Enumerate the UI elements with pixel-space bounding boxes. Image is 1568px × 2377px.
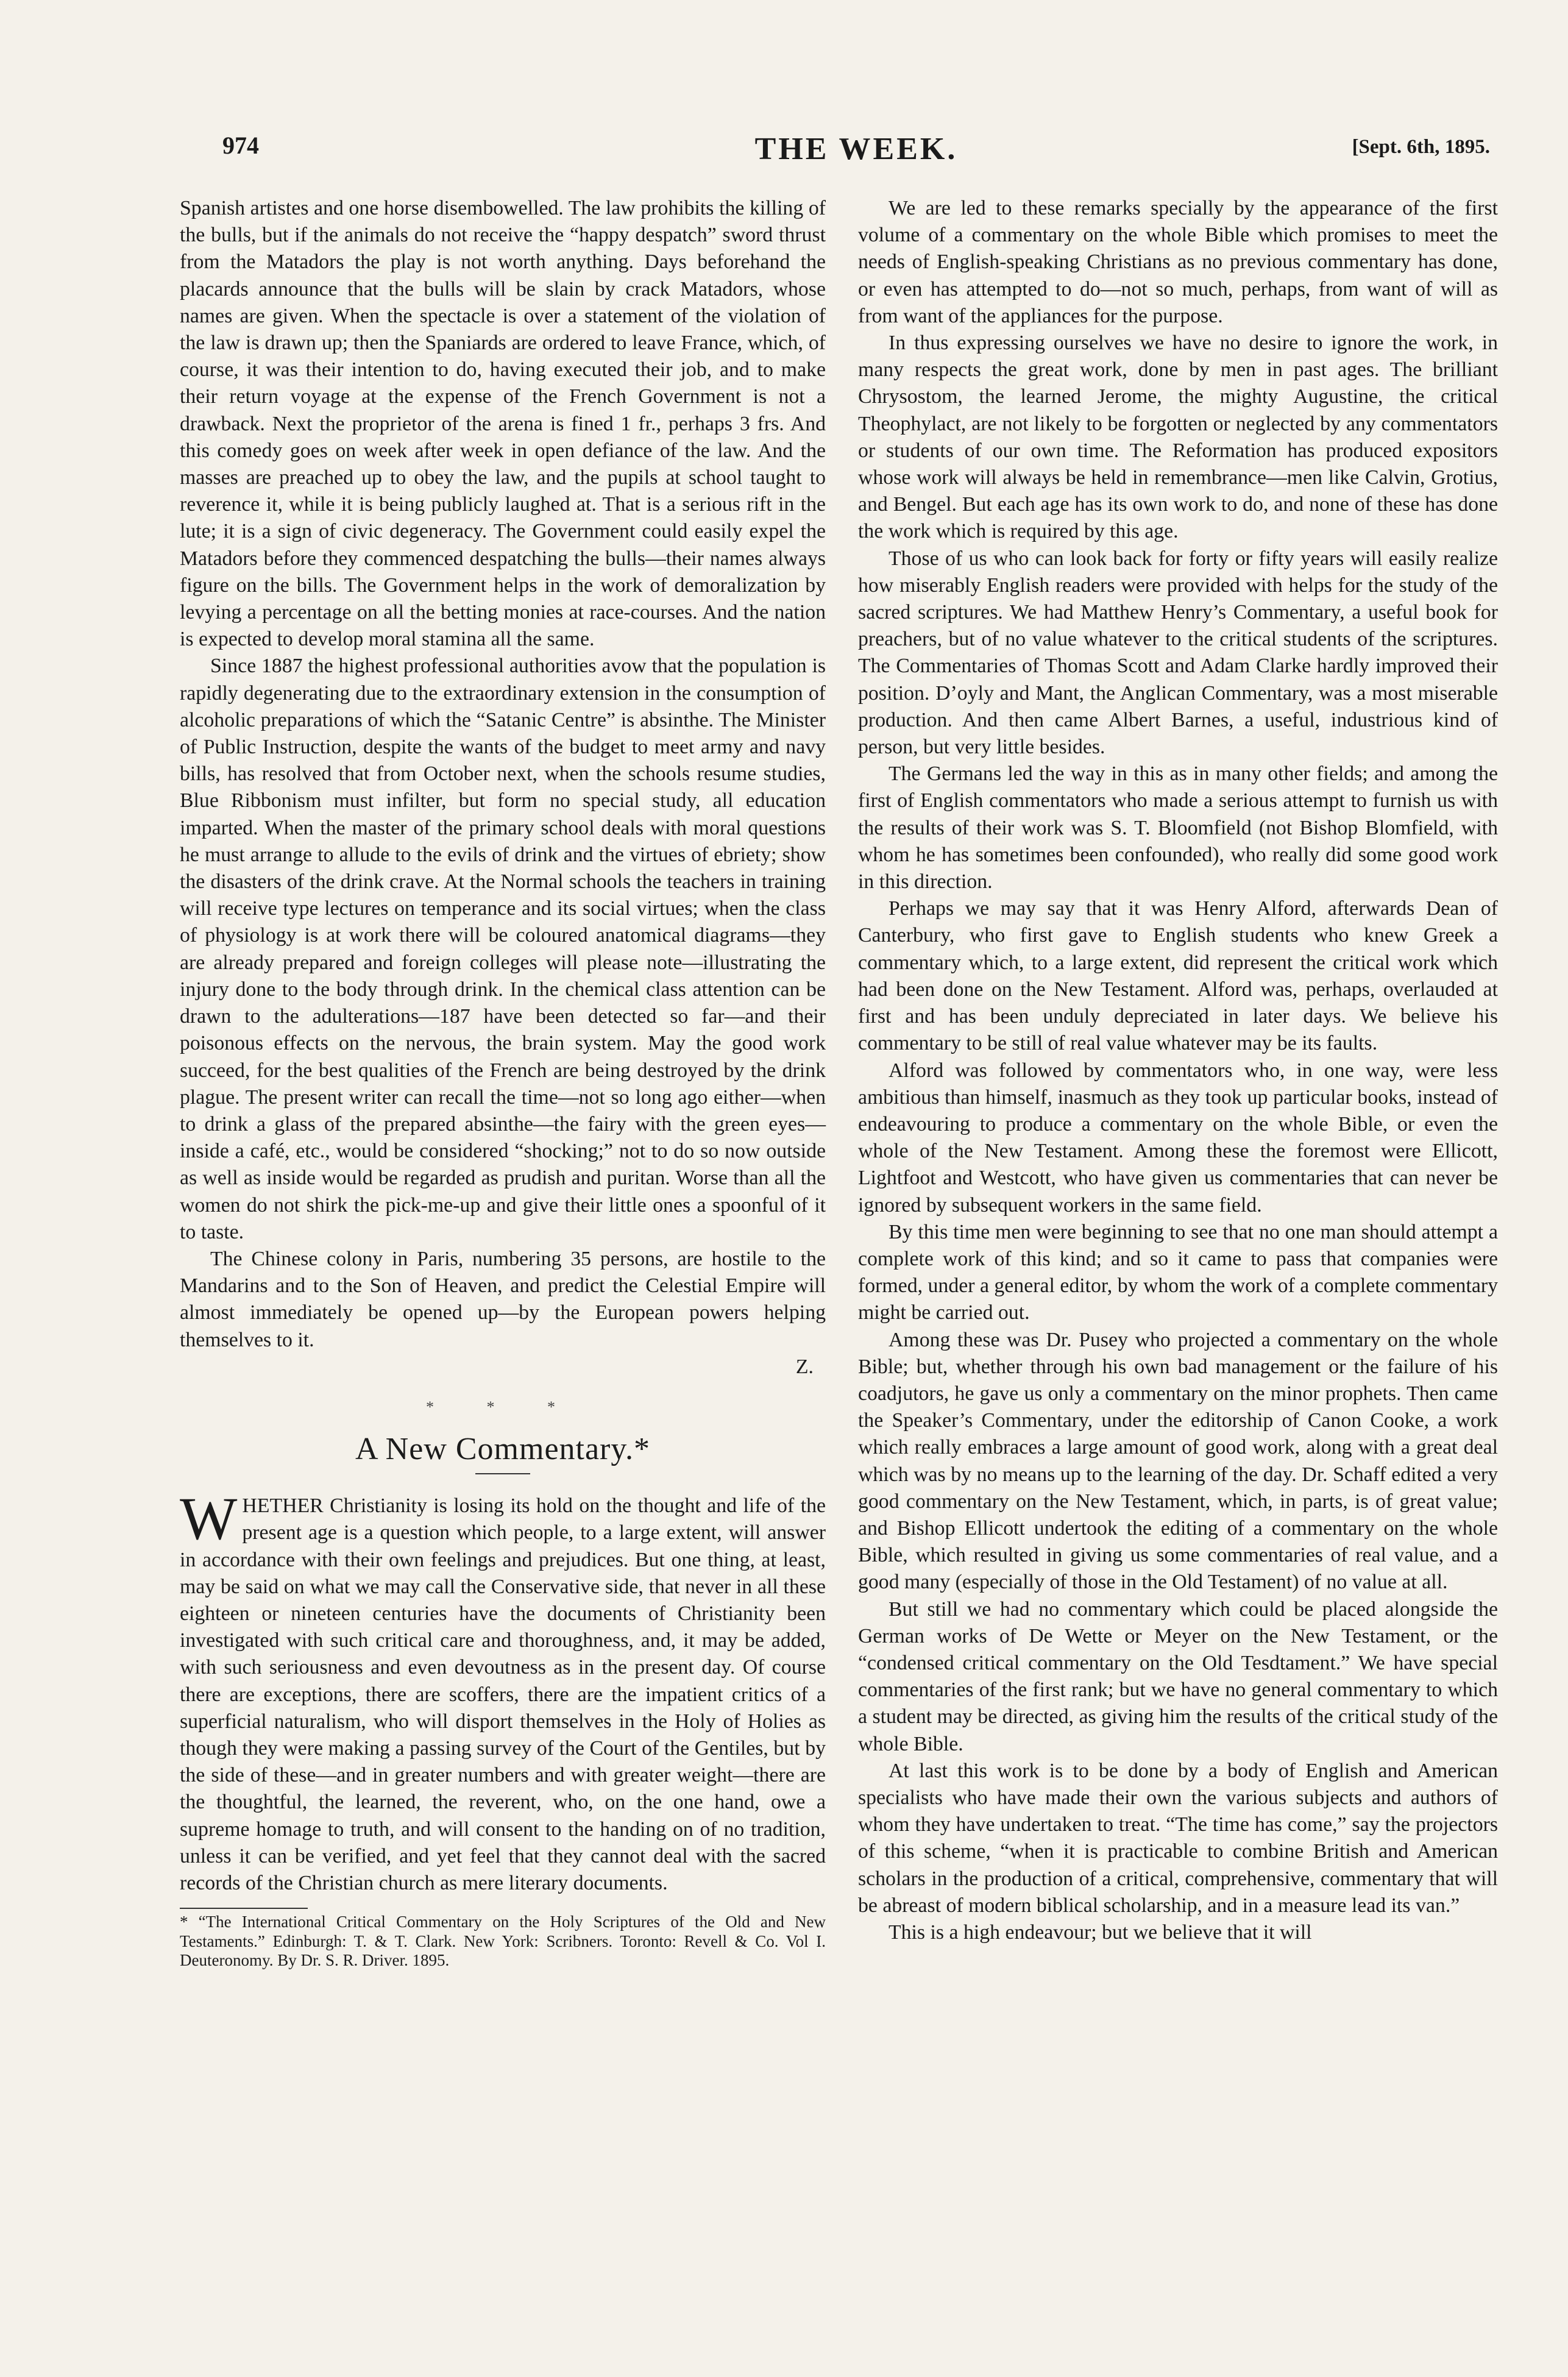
footnote: * “The International Critical Commentary on the Holy Scriptures of the Old and New Testaments.” Edinburgh: T. & T. Clark. New York: Scribners. Toronto: Revell & Co. Vol I. Deuteronomy. By Dr. S. R. Driver. 1895.: [180, 1913, 826, 1970]
page-header: [222, 131, 1490, 174]
title-rule: [475, 1473, 530, 1474]
article-paragraph: This is a high endeavour; but we believe that it will: [889, 1921, 1312, 1944]
article-paragraph: By this time men were beginning to see that no one man should attempt a complete work of this kind; and so it came to pass that companies were formed, under a general editor, by whom the work of a complete commentary might be carried out.: [858, 1220, 1498, 1324]
article-paragraph: Those of us who can look back for forty or fifty years will easily realize how miserably English readers were provided with helps for the study of the sacred scriptures. We had Matthew Henry’s Commentary, a useful book for preachers, but of no value whatever to the critical students of the scriptures. The Commentaries of Thomas Scott and Adam Clarke hardly improved their position. D’oyly and Mant, the Anglican Commentary, was a most miserable production. And then came Albert Barnes, a useful, industrious kind of person, but very little besides.: [858, 547, 1498, 759]
article-paragraph: We are led to these remarks specially by the appearance of the first volume of a commentary on the whole Bible which promises to meet the needs of English-speaking Christians as no previous commentary has done, or even has attempted to do—not so much, perhaps, from want of will as from want of the appliances for the purpose.: [858, 197, 1498, 327]
article-paragraph: Spanish artistes and one horse disembowelled. The law prohibits the killing of the bulls, but if the animals do not receive the “happy despatch” sword thrust from the Matadors the play is not worth anything. Days beforehand the placards announce that the bulls will be slain by crack Matadors, whose names are given. When the spectacle is over a statement of the violation of the law is drawn up; then the Spaniards are ordered to leave France, which, of course, it was their intention to do, having executed their job, and to make their return voyage at the expense of the French Government is not a drawback. Next the proprietor of the arena is fined 1 fr., perhaps 3 frs. And this comedy goes on week after week in open defiance of the law. And the masses are preached up to obey the law, and the pupils at school taught to reverence it, while it is being publicly laughed at. That is a serious rift in the lute; it is a sign of civic degeneracy. The Government could easily expel the Matadors before they commenced despatching the bulls—their names always figure on the bills. The Government helps in the work of demoralization by levying a percentage on all the betting monies at race-courses. And the nation is expected to develop moral stamina all the same.: [180, 197, 826, 651]
article-paragraph: The Chinese colony in Paris, numbering 35 persons, are hostile to the Mandarins and to the Son of Heaven, and predict the Celestial Empire will almost immediately be opened up—by the European powers helping themselves to it.: [180, 1247, 826, 1351]
footnote-rule: [180, 1908, 308, 1909]
article-paragraph: But still we had no commentary which could be placed alongside the German works of De Wette or Meyer on the New Testament, or the “condensed critical commentary on the Old Tesdtament.” We have special commentaries of the first rank; but we have no general commentary to which a student may be directed, as giving him the results of the critical study of the whole Bible.: [858, 1597, 1498, 1755]
lead-paragraph-text: Christianity is losing its hold on the thought and life of the present age is a question which people, to a large extent, will answer in accordance with their own feelings and prejudices. But one thing, at least, may be said on what we may call the Conservative side, that never in all these eighteen or nineteen centuries have the documents of Christianity been investigated with such critical care and thoroughness, and, it may be added, with such seriousness and even devoutness as in the present day. Of course there are exceptions, there are scoffers, there are the impatient critics of a superficial naturalism, who will disport themselves in the Holy of Holies as though they were making a passing survey of the Court of the Gentiles, but by the side of these—and in greater numbers and with greater weight—there are the thoughtful, the learned, the reverent, who, on the one hand, owe a supreme homage to truth, and will consent to the handing on of no tradition, unless it can be verified, and yet feel that they cannot deal with the sacred records of the Christian church as mere literary documents.: [180, 1494, 826, 1894]
article-title: A New Commentary.*: [355, 1432, 650, 1467]
article-paragraph: Since 1887 the highest professional authorities avow that the population is rapidly degenerating due to the extraordinary extension in the consumption of alcoholic preparations of which the “Satanic Centre” is absinthe. The Minister of Public Instruction, despite the wants of the budget to meet army and navy bills, has resolved that from October next, when the schools resume studies, Blue Ribbonism must infilter, but form no special study, all education imparted. When the master of the primary school deals with moral questions he must arrange to allude to the evils of drink and the virtues of ebriety; show the disasters of the drink crave. At the Normal schools the teachers in training will receive type lectures on temperance and its social virtues; when the class of physiology is at work there will be coloured anatomical diagrams—they are already prepared and foreign colleges will please note—illustrating the injury done to the body through drink. In the chemical class attention can be drawn to the adulterations—187 have been detected so far—and their poisonous effects on the nervous, the brain system. May the good work succeed, for the best qualities of the French are being destroyed by the drink plague. The present writer can recall the time—not so long ago either—when to drink a glass of the prepared absinthe—the fairy with the green eyes—inside a café, etc., would be considered “shocking;” not to do so now outside as well as inside would be regarded as prudish and puritan. Worse than all the women do not shirk the pick-me-up and give their little ones a spoonful of it to taste.: [180, 655, 826, 1243]
section-separator: * * *: [426, 1398, 580, 1416]
lead-paragraph: [180, 1485, 826, 1897]
drop-cap: W: [180, 1485, 238, 1553]
left-column: [180, 195, 826, 1970]
page-number: 974: [222, 132, 259, 159]
right-column: [858, 195, 1498, 1946]
masthead-title: THE WEEK.: [754, 132, 958, 166]
article-paragraph: The Germans led the way in this as in many other fields; and among the first of English commentators who made a serious attempt to furnish us with the results of their work was S. T. Bloomfield (not Bishop Blomfield, with whom he has sometimes been confounded), who really did some good work in this direction.: [858, 762, 1498, 894]
lead-word: HETHER: [242, 1494, 324, 1518]
article-paragraph: Alford was followed by commentators who, in one way, were less ambitious than himself, inasmuch as they took up particular books, instead of endeavouring to produce a commentary on the whole Bible, or even the whole of the New Testament. Among these the foremost were Ellicott, Lightfoot and Westcott, who have given us commentaries that can never be ignored by subsequent workers in the same field.: [858, 1059, 1498, 1217]
issue-date: [Sept. 6th, 1895.: [1352, 136, 1490, 158]
article-paragraph: At last this work is to be done by a body of English and American specialists who have made their own the various subjects and authors of whom they have undertaken to treat. “The time has come,” say the projectors of this scheme, “when it is practicable to combine British and American scholars in the production of a critical, comprehensive, commentary that will be abreast of modern biblical scholarship, and in a measure lead its van.”: [858, 1759, 1498, 1917]
article-paragraph: Among these was Dr. Pusey who projected a commentary on the whole Bible; but, whether through his own bad management or the failure of his coadjutors, he gave us only a commentary on the minor prophets. Then came the Speaker’s Commentary, under the editorship of Canon Cooke, a work which really embraces a large amount of good work, along with a great deal which was by no means up to the learning of the day. Dr. Schaff edited a very good commentary on the New Testament, which, in parts, is of great value; and Bishop Ellicott undertook the editing of a commentary on the whole Bible, which resulted in giving us some commentaries of real value, and a good many (especially of those in the Old Testament) of no value at all.: [858, 1328, 1498, 1594]
author-signature: Z.: [795, 1355, 814, 1378]
article-paragraph: In thus expressing ourselves we have no desire to ignore the work, in many respects the great work, done by men in past ages. The brilliant Chrysostom, the learned Jerome, the mighty Augustine, the critical Theophylact, are not likely to be forgotten or neglected by any commentators or students of our own time. The Reformation has produced expositors whose work will always be held in remembrance—men like Calvin, Grotius, and Bengel. But each age has its own work to do, and none of these has done the work which is required by this age.: [858, 332, 1498, 543]
article-paragraph: Perhaps we may say that it was Henry Alford, afterwards Dean of Canterbury, who first gave to English students who knew Greek a commentary which, to a large extent, did represent the critical work which had been done on the New Testament. Alford was, perhaps, overlauded at first and has been unduly depreciated in later days. We believe his commentary to be still of real value whatever may be its faults.: [858, 897, 1498, 1055]
